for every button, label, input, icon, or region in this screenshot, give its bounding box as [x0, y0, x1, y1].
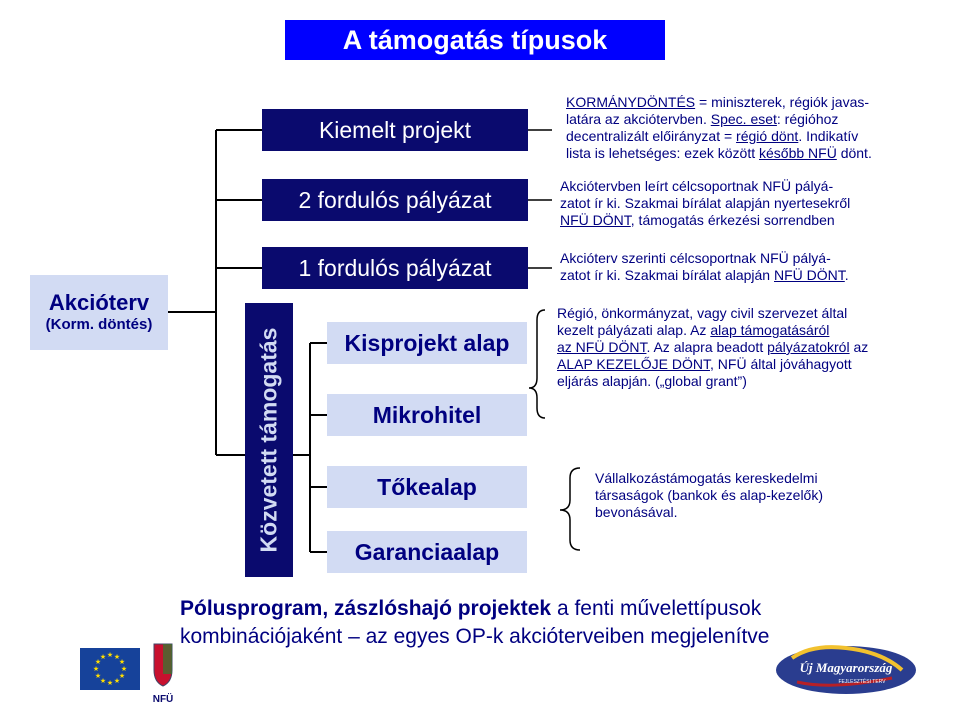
alap-kezeloje-dont-text: ALAP KEZELŐJE DÖNT [557, 356, 711, 372]
kozvetett-tamogatas-box [245, 303, 293, 577]
kiemelt-description [566, 94, 946, 162]
footer-line2-text: kombinációjaként – az egyes OP-k akcióterveiben megjelenítve [180, 625, 770, 648]
svg-text:★: ★ [92, 665, 100, 673]
kisprojekt-description [557, 305, 942, 390]
desc-text: dönt. [836, 145, 872, 161]
svg-text:★: ★ [99, 653, 107, 661]
um-line1: Új Magyarország [799, 660, 893, 675]
uj-magyarorszag-logo [772, 636, 920, 698]
desc-text: Régió, önkormányzat, vagy civil szervezet által [557, 305, 848, 321]
desc-text: , NFÜ által jóváhagyott [710, 356, 852, 372]
tokealap-label: Tőkealap [377, 473, 477, 500]
desc-text: latára az akciótervben. [566, 111, 711, 127]
page-title-text: A támogatás típusok [342, 24, 608, 55]
desc-text: . Az alapra beadott [646, 339, 768, 355]
svg-text:★: ★ [113, 653, 121, 661]
svg-text:★: ★ [118, 658, 126, 666]
ket-fordulos-label: 2 fordulós pályázat [298, 186, 492, 213]
desc-text: , támogatás érkezési sorrendben [630, 212, 835, 228]
desc-text: decentralizált előirányzat = [566, 128, 737, 144]
tokealap-box [327, 466, 527, 508]
mikrohitel-label: Mikrohitel [372, 401, 482, 428]
desc-text: Akcióterv szerinti célcsoportnak NFÜ pályá- [560, 250, 831, 266]
desc-text: . [844, 267, 849, 283]
egy-fordulos-box [262, 247, 528, 289]
svg-text:★: ★ [106, 651, 114, 659]
desc-text: eljárás alapján. („global grant”) [557, 373, 747, 389]
garanciaalap-box [327, 531, 527, 573]
svg-text:★: ★ [99, 677, 107, 685]
kormanydontes-text: KORMÁNYDÖNTÉS [566, 94, 696, 110]
footer-rest-text: a fenti művelettípusok [551, 597, 762, 620]
desc-text: Akciótervben leírt célcsoportnak NFÜ pályá- [560, 178, 834, 194]
garanciaalap-label: Garanciaalap [354, 538, 500, 565]
kiemelt-projekt-label: Kiemelt projekt [318, 116, 472, 143]
kisprojekt-alap-box [327, 322, 527, 364]
palyazatokrol-text: pályázatokról [767, 339, 850, 355]
desc-text: az [849, 339, 869, 355]
kesobb-nfu-text: később NFÜ [759, 145, 837, 161]
az-nfu-dont-text: az NFÜ DÖNT [557, 339, 647, 355]
desc-text: : régióhoz [776, 111, 839, 127]
svg-text:★: ★ [120, 665, 128, 673]
desc-text: zatot ír ki. Szakmai bírálat alapján nyertesekről [560, 195, 851, 211]
nfu-logo [148, 640, 178, 708]
desc-text: Vállalkozástámogatás kereskedelmi [595, 470, 818, 486]
akcioterv-label: Akcióterv [48, 289, 150, 315]
desc-text: zatot ír ki. Szakmai bírálat alapján [560, 267, 774, 283]
ket-fordulos-box [262, 179, 528, 221]
egy-fordulos-description [560, 250, 940, 284]
desc-text: lista is lehetséges: ezek között [566, 145, 759, 161]
svg-text:★: ★ [94, 658, 102, 666]
alap-tamogatasarol-text: alap támogatásáról [710, 322, 830, 338]
nfu-dont-text: NFÜ DÖNT [560, 212, 631, 228]
egy-fordulos-label: 1 fordulós pályázat [298, 254, 492, 281]
desc-text: társaságok (bankok és alap-kezelők) [595, 487, 824, 503]
vallalkozas-description [595, 470, 935, 521]
mikrohitel-box [327, 394, 527, 436]
akcioterv-box [30, 275, 168, 350]
svg-text:★: ★ [113, 677, 121, 685]
svg-text:★: ★ [106, 679, 114, 687]
spec-eset-text: Spec. eset [710, 111, 777, 127]
desc-text: = miniszterek, régiók javas- [695, 94, 870, 110]
svg-text:★: ★ [118, 672, 126, 680]
um-line2: FEJLESZTÉSI TERV [838, 679, 886, 685]
nfu-label: NFÜ [152, 694, 174, 705]
kiemelt-projekt-box [262, 109, 528, 151]
svg-text:★: ★ [94, 672, 102, 680]
regio-dont-text: régió dönt [736, 128, 799, 144]
brace-toke-garancia [560, 468, 580, 550]
nfu-dont-text: NFÜ DÖNT [774, 267, 845, 283]
brace-kisprojekt-mikro [529, 310, 545, 418]
korm-dontes-label: (Korm. döntés) [45, 315, 153, 333]
ket-fordulos-description [560, 178, 940, 229]
desc-text: bevonásával. [595, 504, 678, 520]
kozvetett-tamogatas-label: Közvetett támogatás [255, 327, 282, 553]
desc-text: kezelt pályázati alap. Az [557, 322, 711, 338]
eu-flag-icon [80, 648, 140, 690]
kisprojekt-alap-label: Kisprojekt alap [344, 329, 510, 356]
footer-bold-text: Pólusprogram, zászlóshajó projektek [180, 597, 552, 620]
desc-text: . Indikatív [798, 128, 859, 144]
